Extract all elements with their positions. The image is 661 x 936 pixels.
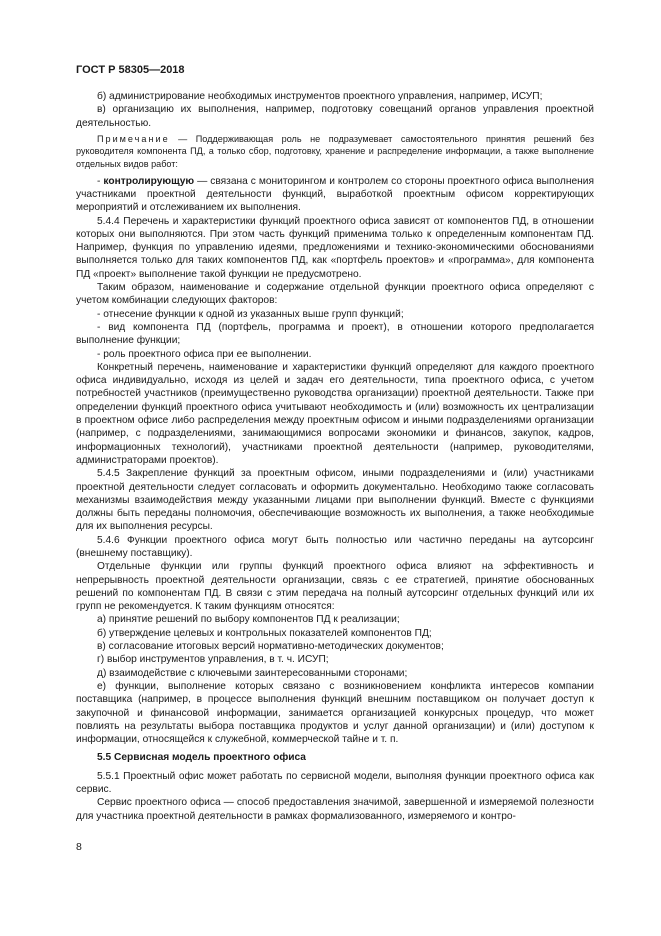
list-item: в) организацию их выполнения, например, подготовку совещаний органов управления проектной деятельностью.: [76, 104, 594, 129]
list-item: е) функции, выполнение которых связано с возникновением конфликта интересов компании поставщика (например, в процессе выполнения функций внешним поставщиком он получает доступ к закупочной и финансовой информации, занимается организацией конкурсных процедур, что может повлиять на результаты выбора поставщика продуктов и услуг данной организации) и (или) доступом к информации, относящейся к служебной, коммерческой тайне и т. п.: [76, 680, 594, 746]
paragraph-5-5-1: 5.5.1 Проектный офис может работать по сервисной модели, выполняя функции проектного офиса как сервис.: [76, 770, 594, 796]
list-item: - вид компонента ПД (портфель, программа и проект), в отношении которого предполагается выполнение функции;: [76, 321, 594, 347]
section-heading-5-5: 5.5 Сервисная модель проектного офиса: [97, 752, 306, 764]
bullet: -: [97, 175, 104, 187]
paragraph: Сервис проектного офиса — способ предоставления значимой, завершенной и измеряемой полезности для участника проектной деятельности в рамках формализованного, измеряемого и контро-: [76, 797, 594, 822]
bold-term: контролирующую: [103, 175, 195, 187]
list-item: в) согласование итоговых версий нормативно-методических документов;: [97, 641, 444, 653]
paragraph: Конкретный перечень, наименование и характеристики функций определяют для каждого проектного офиса индивидуально, исходя из целей и задач его деятельности, типа проектного офиса, с учетом потребностей участников (преимущественно руководства организации) проектной деятельности. Также при определении функций проектного офиса учитывают необходимость и (или) возможность их централизации в проектном офисе либо распределения между проектным офисом и иными подразделениями организации (например, с подразделениями, занимающимися вопросами экономики и финансов, закупок, кадров, информационных технологий), участниками проектной деятельности (например, руководителями, администраторами проектов).: [76, 361, 594, 466]
page-number: 8: [76, 841, 82, 853]
paragraph-5-4-4: 5.4.4 Перечень и характеристики функций проектного офиса зависят от компонентов ПД, в отношении которых они выполняются. При этом часть функций применима только к определенным компонентам ПД. Например, функция по управлению идеями, предложениями и технико-экономическими обоснованиями выполняется только для таких компонентов ПД, как «портфель проектов» и «программа», для компонента ПД «проект» выполнение такой функции не предусмотрено.: [76, 215, 594, 280]
page-body: [76, 90, 594, 823]
note-text: — Поддерживающая роль не подразумевает самостоятельного принятия решений без руководителя компонента ПД, а только сбор, подготовку, хранение и распределение информации, а также выполнение отдельных видов работ:: [76, 133, 594, 170]
paragraph: Отдельные функции или группы функций проектного офиса влияют на эффективность и непрерывность проектной деятельности организации, связь с ее стратегией, принятие обоснованных решений по компонентам ПД. В связи с этим передача на полный аутсорсинг отдельных функций или их групп не рекомендуется. К таким функциям относятся:: [76, 561, 594, 613]
list-item: а) принятие решений по выбору компонентов ПД к реализации;: [97, 614, 400, 626]
note: [76, 133, 594, 171]
note-label: Примечание: [97, 133, 170, 144]
paragraph-5-4-6: 5.4.6 Функции проектного офиса могут быть полностью или частично переданы на аутсорсинг (внешнему поставщику).: [76, 534, 594, 559]
list-item: - отнесение функции к одной из указанных выше групп функций;: [97, 308, 404, 320]
list-item: д) взаимодействие с ключевыми заинтересованными сторонами;: [97, 667, 408, 679]
list-item: г) выбор инструментов управления, в т. ч. ИСУП;: [97, 654, 329, 666]
document-header: ГОСТ Р 58305—2018: [76, 64, 185, 76]
list-item: - роль проектного офиса при ее выполнении.: [97, 348, 312, 360]
list-item-text: — связана с мониторингом и контролем со стороны проектного офиса выполнения участниками проектной деятельности функций, выработкой проектным офисом корректирующих мероприятий и отслеживанием их выполнения.: [76, 175, 594, 214]
paragraph-5-4-5: 5.4.5 Закрепление функций за проектным офисом, иными подразделениями и (или) участниками проектной деятельности следует согласовать и оформить документально. Необходимо также согласовать механизмы взаимодействия между указанными лицами при выполнении функций. Вместе с функциями должны быть переданы полномочия, обеспечивающие возможность их выполнения, а также необходимые для их выполнения ресурсы.: [76, 468, 594, 533]
paragraph: Таким образом, наименование и содержание отдельной функции проектного офиса определяют с учетом комбинации следующих факторов:: [76, 282, 594, 307]
list-item: б) утверждение целевых и контрольных показателей компонентов ПД;: [97, 627, 432, 639]
list-item: [76, 175, 594, 215]
list-item: б) администрирование необходимых инструментов проектного управления, например, ИСУП;: [97, 91, 543, 102]
